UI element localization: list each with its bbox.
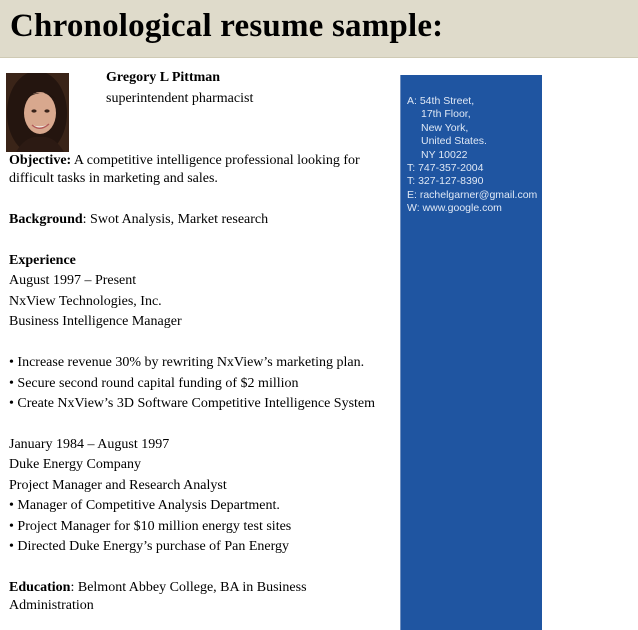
email-link[interactable]: E: rachelgarner@gmail.com xyxy=(407,188,538,201)
job2-dates: January 1984 – August 1997 xyxy=(9,437,170,452)
education-line-1 xyxy=(9,579,307,597)
experience-heading: Experience xyxy=(9,253,76,268)
phone-2: T: 327-127-8390 xyxy=(407,175,484,188)
objective-text-1: A competitive intelligence professional looking for xyxy=(71,153,360,168)
contact-sidebar xyxy=(400,75,542,630)
job2-title: Project Manager and Research Analyst xyxy=(9,478,227,493)
objective-text-2: difficult tasks in marketing and sales. xyxy=(9,171,218,186)
candidate-role: superintendent pharmacist xyxy=(106,91,254,106)
objective-label: Objective: xyxy=(9,153,72,168)
address-line: NY 10022 xyxy=(421,148,468,161)
background-label: Background xyxy=(9,212,83,227)
page-title: Chronological resume sample: xyxy=(10,8,444,44)
address-label: A: xyxy=(407,95,417,107)
address-line-1 xyxy=(407,95,537,108)
address-text: 54th Street, xyxy=(419,95,475,107)
job1-bullet: • Create NxView’s 3D Software Competitive Intelligence System xyxy=(9,396,376,411)
address-line: New York, xyxy=(421,121,469,134)
website-link[interactable]: W: www.google.com xyxy=(407,202,502,215)
job1-dates: August 1997 – Present xyxy=(9,273,137,288)
job2-bullet: • Manager of Competitive Analysis Department. xyxy=(9,498,280,513)
education-text-1: : Belmont Abbey College, BA in Business xyxy=(70,580,307,595)
title-bar xyxy=(0,0,638,58)
education-text-2: Administration xyxy=(9,598,94,613)
education-label: Education xyxy=(9,580,71,595)
candidate-name: Gregory L Pittman xyxy=(106,70,221,85)
job1-title: Business Intelligence Manager xyxy=(9,314,182,329)
job2-bullet: • Directed Duke Energy’s purchase of Pan Energy xyxy=(9,539,290,554)
phone-1: T: 747-357-2004 xyxy=(407,162,484,175)
profile-photo xyxy=(6,73,69,152)
job1-bullet: • Increase revenue 30% by rewriting NxView’s marketing plan. xyxy=(9,355,365,370)
background-line xyxy=(9,211,268,229)
contact-block xyxy=(407,95,537,216)
job1-company: NxView Technologies, Inc. xyxy=(9,294,162,309)
background-text: : Swot Analysis, Market research xyxy=(82,212,269,227)
objective-line-1 xyxy=(9,152,360,170)
profile-photo-image xyxy=(6,73,69,152)
job2-company: Duke Energy Company xyxy=(9,457,141,472)
job1-bullet: • Secure second round capital funding of $2 million xyxy=(9,376,299,391)
address-line: 17th Floor, xyxy=(421,108,471,121)
address-line: United States. xyxy=(421,135,487,148)
job2-bullet: • Project Manager for $10 million energy test sites xyxy=(9,519,292,534)
